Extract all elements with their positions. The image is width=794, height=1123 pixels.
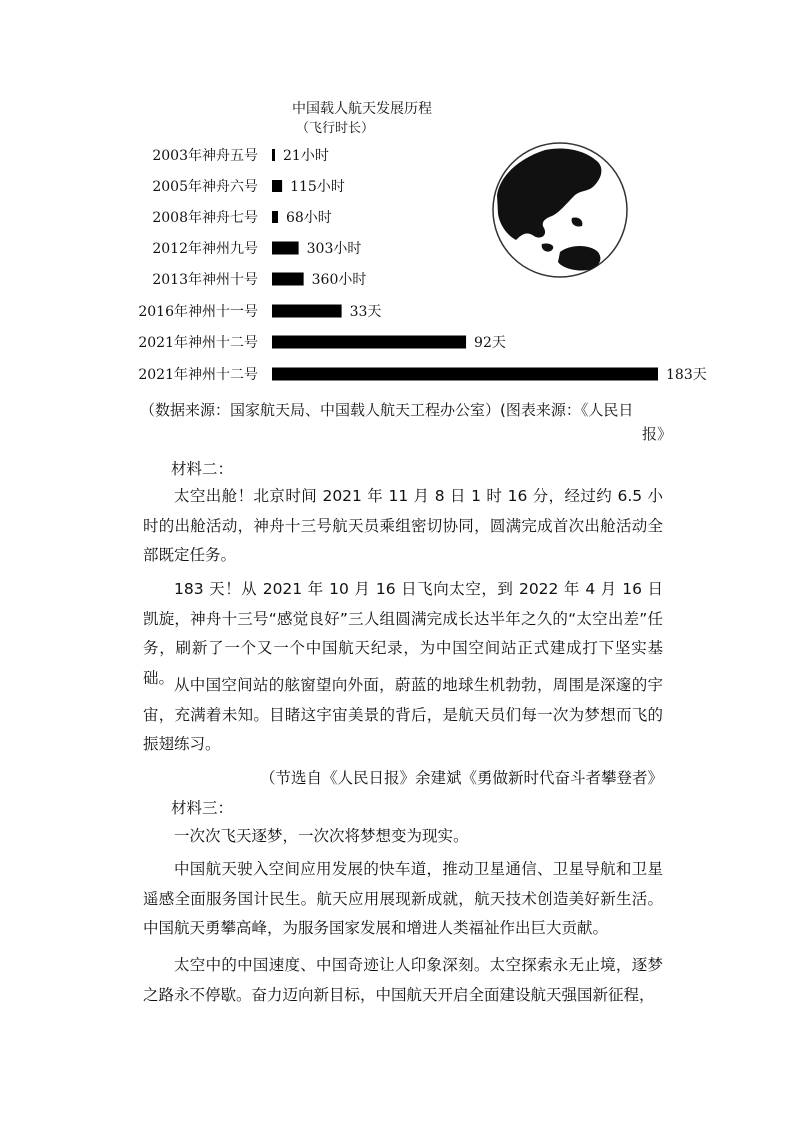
bar [272, 368, 658, 381]
globe-image [493, 143, 627, 277]
value-label: 33天 [349, 304, 382, 320]
chart-title: 中国载人航天发展历程 [292, 101, 432, 117]
material2-p1: 太空出舱！北京时间 2021 年 11 月 8 日 1 时 16 分，经过约 6.5 小时的出舱活动，神舟十三号航天员乘组密切协同，圆满完成首次出舱活动全部既定任务。 [143, 487, 663, 564]
source-line1: （数据来源：国家航天局、中国载人航天工程办公室）(图表来源：《人民日 [140, 401, 634, 419]
value-label: 183天 [666, 367, 707, 383]
value-label: 115小时 [290, 179, 345, 195]
source-line2: 报》 [641, 425, 672, 443]
globe-landmass-australia [558, 246, 600, 271]
category-label: 2003年神舟五号 [152, 148, 258, 164]
category-label: 2021年神州十二号 [138, 367, 258, 383]
value-label: 21小时 [283, 148, 329, 164]
bar [272, 336, 466, 349]
bar [272, 305, 342, 318]
material3-heading: 材料三： [171, 799, 234, 817]
material2-attribution: （节选自《人民日报》余建斌《勇做新时代奋斗者攀登者》 [260, 769, 664, 787]
bar-chart [0, 0, 794, 400]
value-label: 68小时 [285, 210, 332, 226]
category-label: 2008年神舟七号 [152, 210, 258, 226]
material2-p2: 183 天！从 2021 年 10 月 16 日飞向太空，到 2022 年 4 月 16 日凯旋，神舟十三号“感觉良好”三人组圆满完成长达半年之久的“太空出差”任务，刷新了一个又一个中国航天纪录，为中国空间站正式建成打下坚实基础。 [143, 580, 663, 687]
material2-p3: 从中国空间站的舷窗望向外面，蔚蓝的地球生机勃勃，周围是深邃的宇宙，充满着未知。目睹这宇宙美景的背后，是航天员们每一次为梦想而飞的振翅练习。 [143, 676, 663, 753]
bar [272, 273, 304, 286]
material3-p1: 一次次飞天逐梦，一次次将梦想变为现实。 [174, 827, 469, 845]
category-label: 2021年神州十二号 [138, 335, 258, 351]
value-label: 92天 [474, 335, 506, 351]
bar [272, 242, 299, 255]
category-label: 2005年神舟六号 [152, 179, 258, 195]
bar [272, 180, 282, 192]
category-label: 2013年神州十号 [152, 272, 258, 288]
material3-p2: 中国航天驶入空间应用发展的快车道，推动卫星通信、卫星导航和卫星遥感全面服务国计民生。航天应用展现新成就，航天技术创造美好新生活。中国航天勇攀高峰，为服务国家发展和增进人类福祉作出巨大贡献。 [143, 860, 663, 937]
chart-source [140, 398, 680, 446]
value-label: 303小时 [306, 241, 362, 257]
category-label: 2012年神州九号 [152, 241, 258, 257]
bar [272, 149, 275, 161]
category-label: 2016年神州十一号 [138, 304, 258, 320]
material2-heading: 材料二： [171, 460, 234, 478]
value-label: 360小时 [311, 272, 367, 288]
bar [272, 211, 278, 223]
chart-subtitle: （飞行时长） [296, 121, 375, 136]
material3-p3: 太空中的中国速度、中国奇迹让人印象深刻。太空探索永无止境，逐梦之路永不停歇。奋力迈向新目标，中国航天开启全面建设航天强国新征程， [143, 956, 663, 1004]
